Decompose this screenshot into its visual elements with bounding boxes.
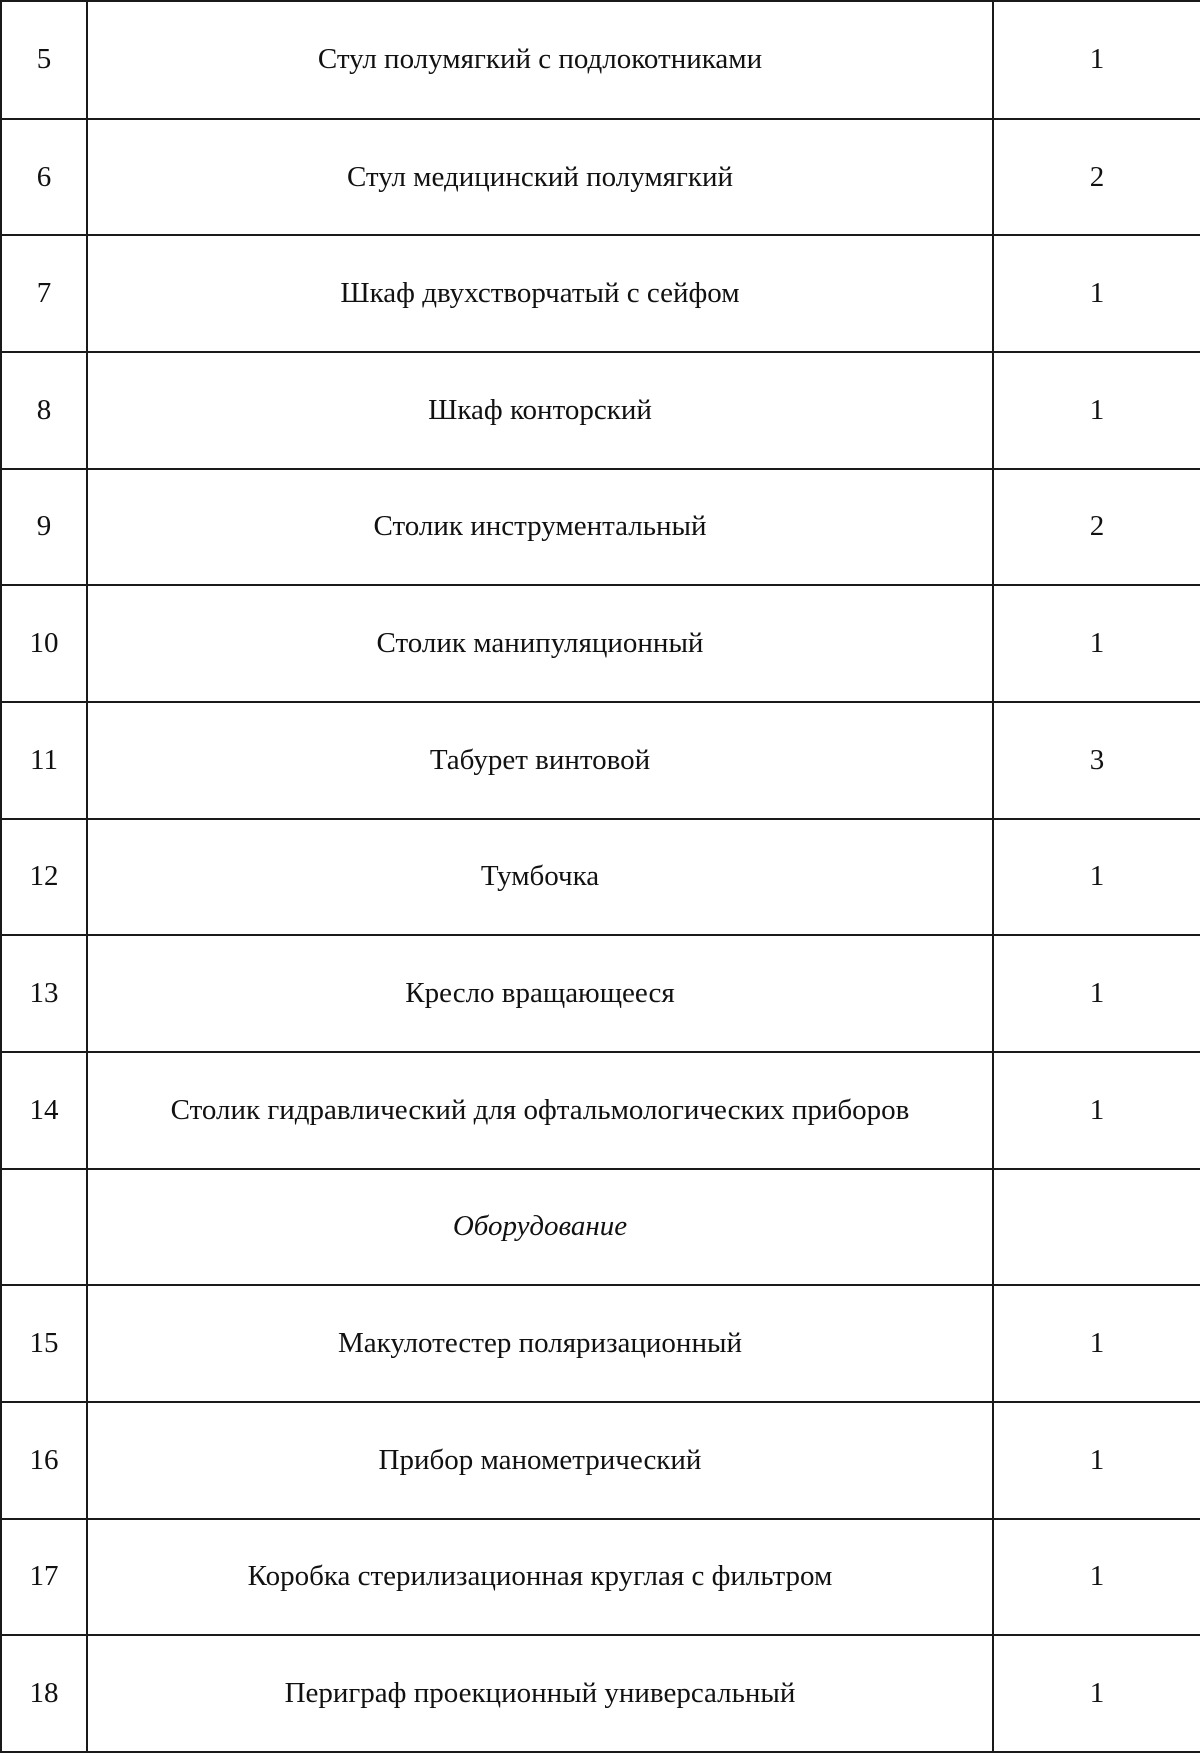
item-name-cell: Периграф проекционный универсальный (87, 1635, 993, 1752)
quantity-cell: 1 (993, 1, 1200, 119)
table-row (1, 702, 1200, 819)
item-name-cell: Кресло вращающееся (87, 935, 993, 1052)
quantity-cell: 3 (993, 702, 1200, 819)
table-row (1, 469, 1200, 586)
quantity-cell: 1 (993, 1402, 1200, 1519)
row-number-cell (1, 1169, 87, 1286)
table-row (1, 352, 1200, 469)
quantity-cell: 1 (993, 819, 1200, 936)
table-row (1, 819, 1200, 936)
item-name-cell: Макулотестер поляризационный (87, 1285, 993, 1402)
row-number-cell: 12 (1, 819, 87, 936)
item-name-cell: Табурет винтовой (87, 702, 993, 819)
equipment-table-body (1, 1, 1200, 1752)
row-number-cell: 9 (1, 469, 87, 586)
quantity-cell: 2 (993, 469, 1200, 586)
table-row (1, 1052, 1200, 1169)
row-number-cell: 18 (1, 1635, 87, 1752)
row-number-cell: 16 (1, 1402, 87, 1519)
row-number-cell: 11 (1, 702, 87, 819)
quantity-cell (993, 1169, 1200, 1286)
item-name-cell: Стул медицинский полумягкий (87, 119, 993, 236)
item-name-cell: Столик гидравлический для офтальмологических приборов (87, 1052, 993, 1169)
quantity-cell: 1 (993, 585, 1200, 702)
row-number-cell: 5 (1, 1, 87, 119)
row-number-cell: 13 (1, 935, 87, 1052)
quantity-cell: 1 (993, 1285, 1200, 1402)
table-row (1, 935, 1200, 1052)
item-name-cell: Шкаф конторский (87, 352, 993, 469)
item-name-cell: Коробка стерилизационная круглая с фильтром (87, 1519, 993, 1636)
table-row (1, 1, 1200, 119)
row-number-cell: 6 (1, 119, 87, 236)
quantity-cell: 2 (993, 119, 1200, 236)
quantity-cell: 1 (993, 352, 1200, 469)
quantity-cell: 1 (993, 1519, 1200, 1636)
table-row (1, 119, 1200, 236)
quantity-cell: 1 (993, 1052, 1200, 1169)
row-number-cell: 8 (1, 352, 87, 469)
quantity-cell: 1 (993, 1635, 1200, 1752)
row-number-cell: 7 (1, 235, 87, 352)
row-number-cell: 15 (1, 1285, 87, 1402)
row-number-cell: 17 (1, 1519, 87, 1636)
row-number-cell: 14 (1, 1052, 87, 1169)
item-name-cell: Столик манипуляционный (87, 585, 993, 702)
item-name-cell: Тумбочка (87, 819, 993, 936)
quantity-cell: 1 (993, 935, 1200, 1052)
row-number-cell: 10 (1, 585, 87, 702)
section-title: Оборудование (87, 1169, 993, 1286)
section-header-row (1, 1169, 1200, 1286)
table-row (1, 1402, 1200, 1519)
table-row (1, 1519, 1200, 1636)
item-name-cell: Стул полумягкий с подлокотниками (87, 1, 993, 119)
item-name-cell: Прибор манометрический (87, 1402, 993, 1519)
table-row (1, 1285, 1200, 1402)
item-name-cell: Столик инструментальный (87, 469, 993, 586)
table-row (1, 585, 1200, 702)
quantity-cell: 1 (993, 235, 1200, 352)
item-name-cell: Шкаф двухстворчатый с сейфом (87, 235, 993, 352)
table-row (1, 1635, 1200, 1752)
table-row (1, 235, 1200, 352)
